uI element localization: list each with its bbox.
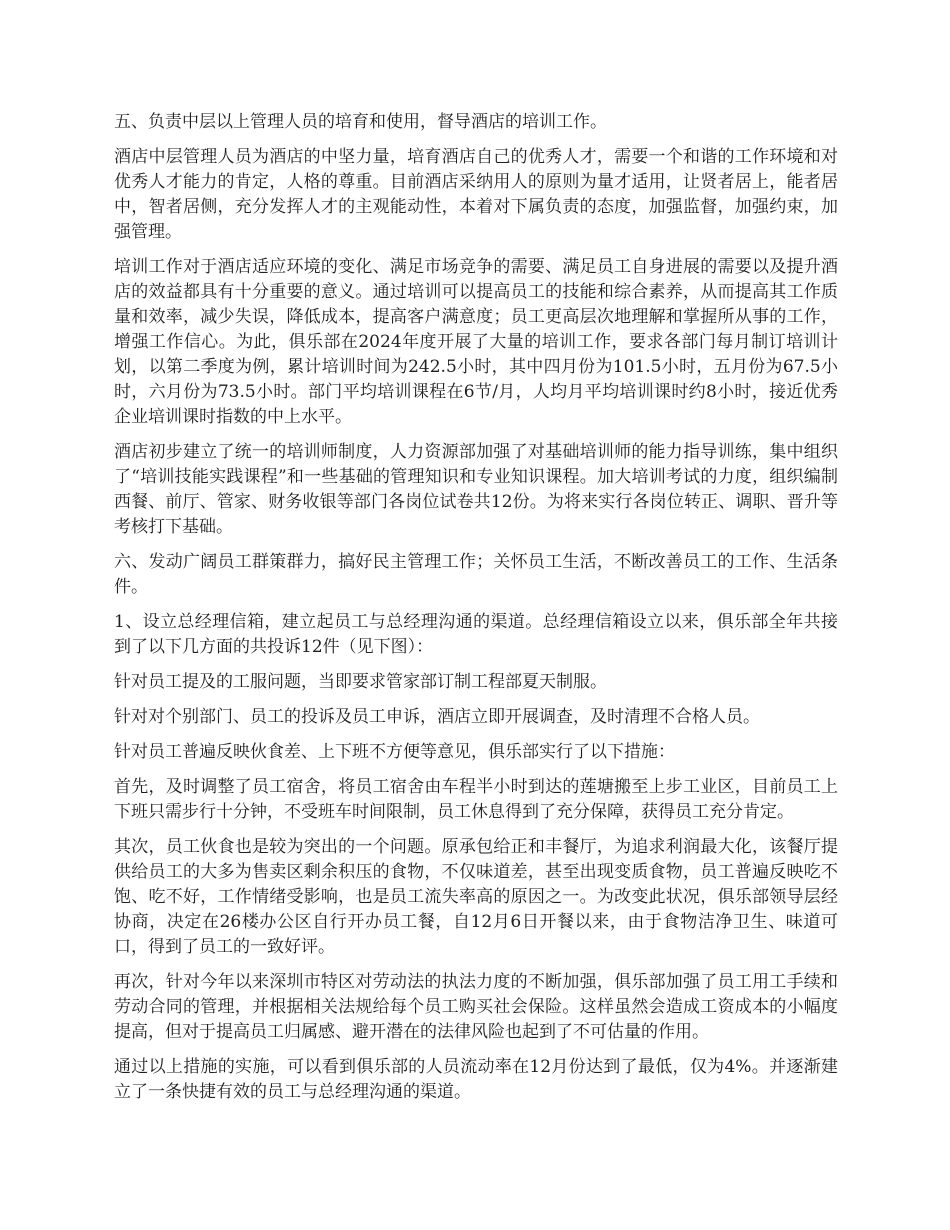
paragraph-dormitory: 首先，及时调整了员工宿舍，将员工宿舍由车程半小时到达的莲塘搬至上步工业区，目前员工上下班只需步行十分钟，不受班车时间限制，员工休息得到了充分保障，获得员工充分肯定。	[114, 777, 838, 822]
paragraph-staff-meals: 其次，员工伙食也是较为突出的一个问题。原承包给正和丰餐厅，为追求利润最大化，该餐厅提供给员工的大多为售卖区剩余积压的食物，不仅味道差，甚至出现变质食物，员工普遍反映吃不饱、吃不好，工作情绪受影响，也是员工流失率高的原因之一。为改变此状况，俱乐部领导层经协商，决定在26楼办公区自行开办员工餐，自12月6日开餐以来，由于食物洁净卫生、味道可口，得到了员工的一致好评。	[114, 837, 838, 957]
paragraph-turnover-rate: 通过以上措施的实施，可以看到俱乐部的人员流动率在12月份达到了最低，仅为4%。并逐渐建立了一条快捷有效的员工与总经理沟通的渠道。	[114, 1057, 838, 1102]
section-heading-six: 六、发动广阔员工群策群力，搞好民主管理工作；关怀员工生活，不断改善员工的工作、生活条件。	[114, 552, 838, 597]
paragraph-labor-law: 再次，针对今年以来深圳市特区对劳动法的执法力度的不断加强，俱乐部加强了员工用工手续和劳动合同的管理，并根据相关法规给每个员工购买社会保险。这样虽然会造成工资成本的小幅度提高，但对于提高员工归属感、避开潜在的法律风险也起到了不可估量的作用。	[114, 972, 838, 1042]
paragraph-uniform-issue: 针对员工提及的工服问题，当即要求管家部订制工程部夏天制服。	[114, 672, 607, 692]
section-heading-five: 五、负责中层以上管理人员的培育和使用，督导酒店的培训工作。	[114, 112, 607, 132]
paragraph-complaints: 针对对个别部门、员工的投诉及员工申诉，酒店立即开展调查，及时清理不合格人员。	[114, 707, 760, 727]
paragraph-gm-mailbox: 1、设立总经理信箱，建立起员工与总经理沟通的渠道。总经理信箱设立以来，俱乐部全年共接到了以下几方面的共投诉12件（见下图）：	[114, 612, 838, 657]
paragraph-measures-intro: 针对员工普遍反映伙食差、上下班不方便等意见，俱乐部实行了以下措施：	[114, 742, 675, 762]
document-body	[114, 110, 838, 1115]
paragraph-training-significance: 培训工作对于酒店适应环境的变化、满足市场竞争的需要、满足员工自身进展的需要以及提升酒店的效益都具有十分重要的意义。通过培训可以提高员工的技能和综合素养，从而提高其工作质量和效率，减少失误，降低成本，提高客户满意度；员工更高层次地理解和掌握所从事的工作，增强工作信心。为此，俱乐部在2024年度开展了大量的培训工作，要求各部门每月制订培训计划，以第二季度为例，累计培训时间为242.5小时，其中四月份为101.5小时，五月份为67.5小时，六月份为73.5小时。部门平均培训课程在6节/月，人均月平均培训课时约8小时，接近优秀企业培训课时指数的中上水平。	[114, 257, 838, 427]
paragraph-trainer-system: 酒店初步建立了统一的培训师制度，人力资源部加强了对基础培训师的能力指导训练，集中组织了“培训技能实践课程”和一些基础的管理知识和专业知识课程。加大培训考试的力度，组织编制西餐、前厅、管家、财务收银等部门各岗位试卷共12份。为将来实行各岗位转正、调职、晋升等考核打下基础。	[114, 442, 838, 537]
paragraph-middle-management: 酒店中层管理人员为酒店的中坚力量，培育酒店自己的优秀人才，需要一个和谐的工作环境和对优秀人才能力的肯定，人格的尊重。目前酒店采纳用人的原则为量才适用，让贤者居上，能者居中，智者居侧，充分发挥人才的主观能动性，本着对下属负责的态度，加强监督，加强约束，加强管理。	[114, 147, 838, 242]
